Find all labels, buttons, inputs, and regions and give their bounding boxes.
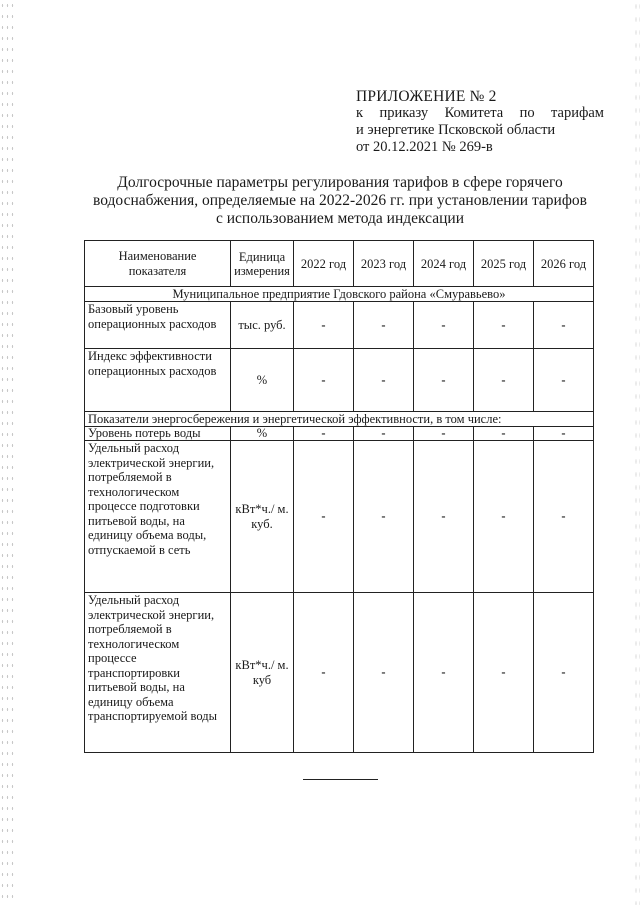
value-cell: - [294, 441, 354, 593]
row-name: Удельный расход электрической энергии, потребляемой в технологическом процессе подготовки питьевой воды, на единицу объема воды, отпускаемой в сеть [85, 441, 231, 593]
value-cell: - [354, 302, 414, 349]
table-header-row [85, 241, 594, 287]
footer-divider [303, 779, 378, 780]
organization-name: Муниципальное предприятие Гдовского района «Смуравьево» [85, 287, 594, 302]
value-cell: - [474, 349, 534, 412]
table-row [85, 441, 594, 593]
appendix-word: приказу [379, 105, 429, 121]
appendix-line-2: и энергетике Псковской области [356, 122, 556, 138]
header-year-2023: 2023 год [354, 241, 414, 287]
value-cell: - [354, 593, 414, 753]
value-cell: - [294, 302, 354, 349]
value-cell: - [294, 593, 354, 753]
appendix-title: ПРИЛОЖЕНИЕ № 2 [356, 88, 497, 105]
value-cell: - [534, 302, 594, 349]
value-cell: - [534, 427, 594, 441]
energy-section-row [85, 412, 594, 427]
value-cell: - [294, 349, 354, 412]
appendix-word: к [356, 105, 364, 121]
value-cell: - [414, 302, 474, 349]
scan-edge-artifact-right [634, 0, 640, 905]
appendix-line-3: от 20.12.2021 № 269-в [356, 139, 493, 155]
energy-section-title: Показатели энергосбережения и энергетической эффективности, в том числе: [85, 412, 594, 427]
value-cell: - [474, 593, 534, 753]
row-unit: % [231, 349, 294, 412]
table-row [85, 302, 594, 349]
organization-row [85, 287, 594, 302]
table-row [85, 349, 594, 412]
header-year-2025: 2025 год [474, 241, 534, 287]
document-title [80, 174, 600, 228]
value-cell: - [414, 349, 474, 412]
row-unit: тыс. руб. [231, 302, 294, 349]
value-cell: - [414, 441, 474, 593]
value-cell: - [474, 441, 534, 593]
row-unit: % [231, 427, 294, 441]
row-unit: кВт*ч./ м. куб. [231, 441, 294, 593]
appendix-block [356, 88, 606, 156]
value-cell: - [414, 427, 474, 441]
header-year-2024: 2024 год [414, 241, 474, 287]
appendix-word: по [519, 105, 535, 121]
value-cell: - [414, 593, 474, 753]
row-unit: кВт*ч./ м. куб [231, 593, 294, 753]
appendix-word: Комитета [444, 105, 504, 121]
table-row [85, 593, 594, 753]
value-cell: - [534, 593, 594, 753]
value-cell: - [354, 349, 414, 412]
appendix-word: тарифам [551, 105, 604, 121]
header-year-2022: 2022 год [294, 241, 354, 287]
row-name: Уровень потерь воды [85, 427, 231, 441]
document-title-line-2: водоснабжения, определяемые на 2022-2026 гг. при установлении тарифов [93, 192, 587, 209]
row-name: Базовый уровень операционных расходов [85, 302, 231, 349]
document-title-line-3: с использованием метода индексации [215, 210, 465, 227]
value-cell: - [354, 441, 414, 593]
value-cell: - [294, 427, 354, 441]
appendix-line-1 [356, 105, 604, 122]
row-name: Удельный расход электрической энергии, потребляемой в технологическом процессе транспортировки питьевой воды, на единицу объема транспортируемой воды [85, 593, 231, 753]
value-cell: - [474, 427, 534, 441]
header-name: Наименование показателя [85, 241, 231, 287]
value-cell: - [354, 427, 414, 441]
header-unit: Единица измерения [231, 241, 294, 287]
scan-edge-artifact [0, 0, 14, 905]
value-cell: - [474, 302, 534, 349]
table-row [85, 427, 594, 441]
value-cell: - [534, 349, 594, 412]
row-name: Индекс эффективности операционных расходов [85, 349, 231, 412]
document-title-line-1: Долгосрочные параметры регулирования тарифов в сфере горячего [117, 174, 563, 191]
header-year-2026: 2026 год [534, 241, 594, 287]
value-cell: - [534, 441, 594, 593]
tariff-parameters-table [84, 240, 594, 753]
